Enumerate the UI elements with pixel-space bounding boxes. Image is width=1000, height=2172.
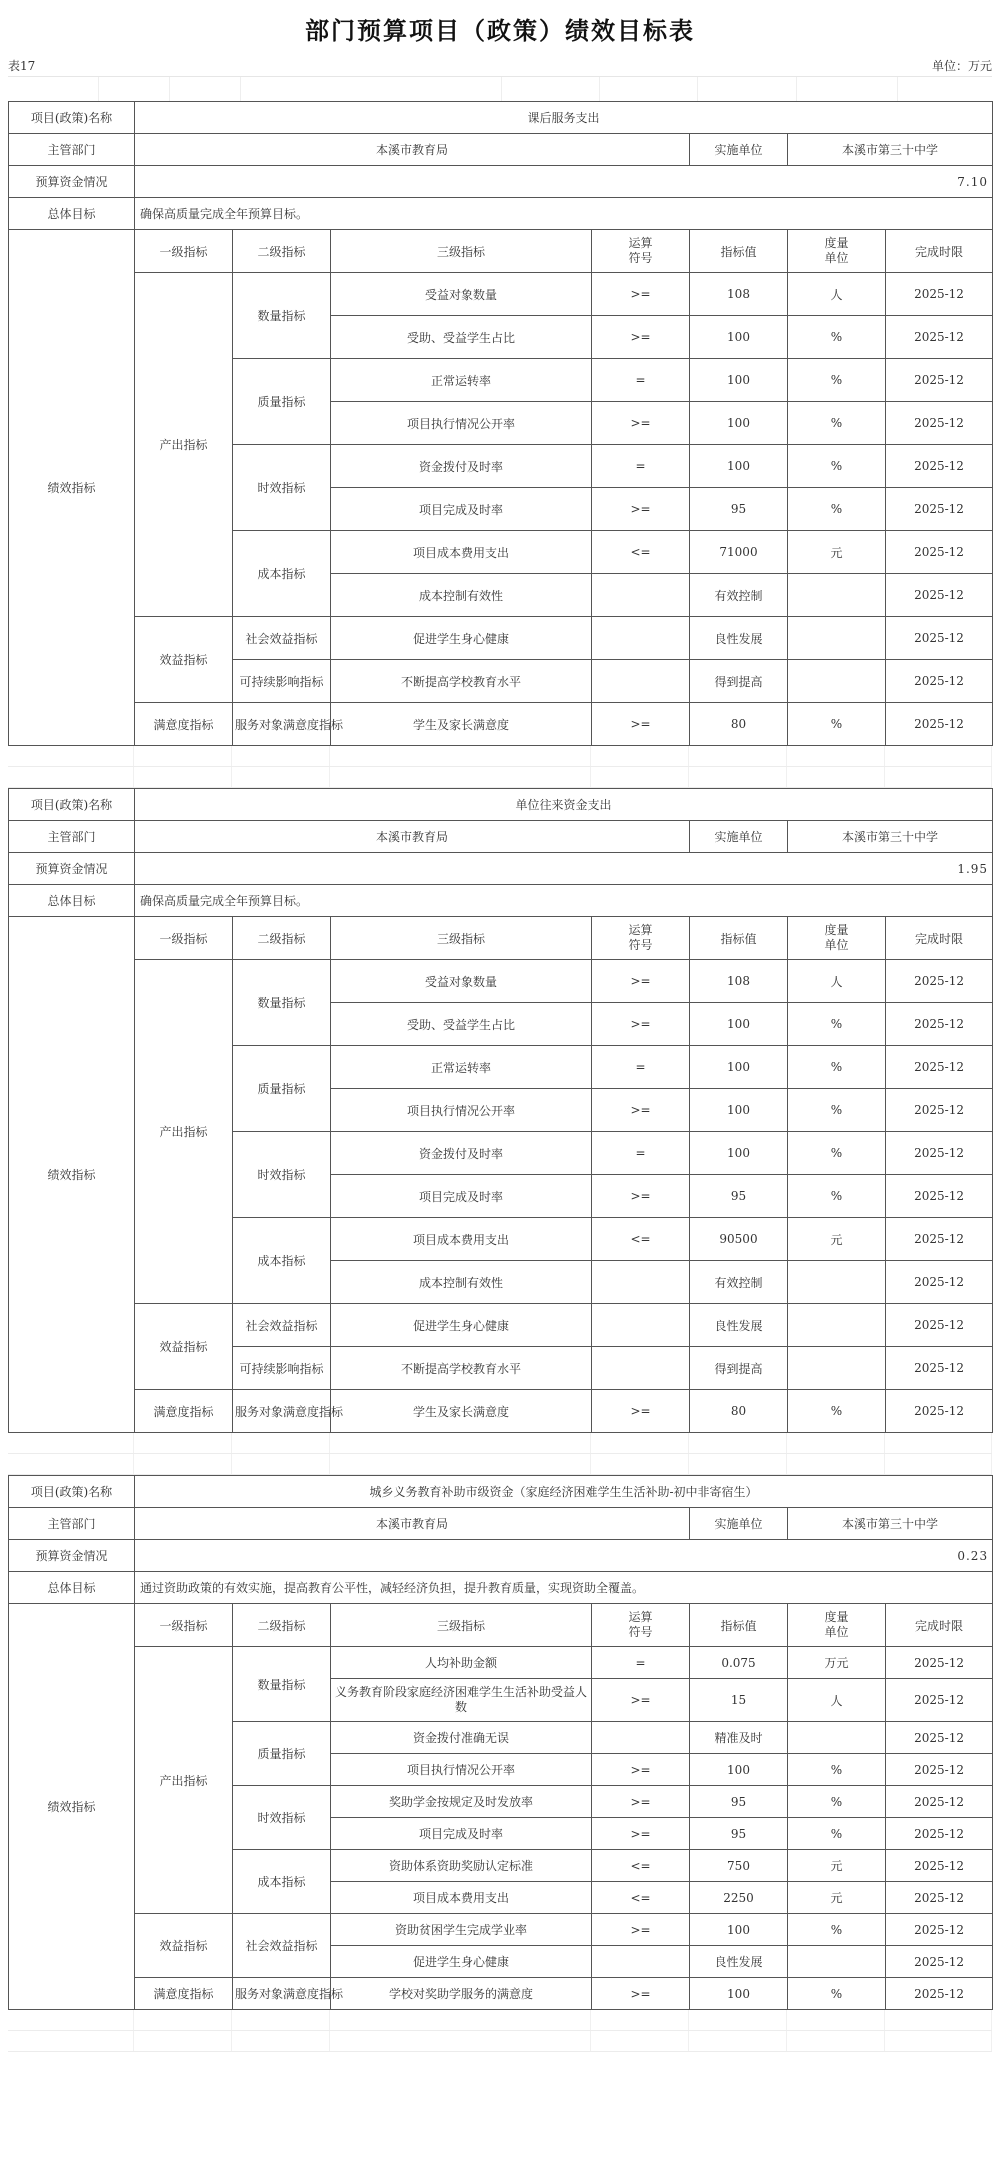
level3-indicator: 受益对象数量 bbox=[331, 273, 592, 316]
impl-unit-value: 本溪市第三十中学 bbox=[788, 821, 993, 853]
level2-indicator: 服务对象满意度指标 bbox=[233, 1390, 331, 1433]
funding-label: 预算资金情况 bbox=[9, 1540, 135, 1572]
target-value-cell: 95 bbox=[690, 1786, 788, 1818]
header-target-value: 指标值 bbox=[690, 230, 788, 273]
overall-goal-label: 总体目标 bbox=[9, 198, 135, 230]
operator-cell: >= bbox=[592, 1003, 690, 1046]
indicator-row bbox=[9, 1304, 993, 1347]
target-value-cell: 100 bbox=[690, 316, 788, 359]
header-level3: 三级指标 bbox=[331, 230, 592, 273]
performance-indicator-label: 绩效指标 bbox=[9, 1604, 135, 2010]
header-measure-unit: 度量 单位 bbox=[788, 1604, 886, 1647]
deadline-cell: 2025-12 bbox=[886, 1003, 993, 1046]
measure-unit-cell: % bbox=[788, 1390, 886, 1433]
overall-goal-label: 总体目标 bbox=[9, 1572, 135, 1604]
indicator-row bbox=[9, 1978, 993, 2010]
header-operator: 运算 符号 bbox=[592, 230, 690, 273]
deadline-cell: 2025-12 bbox=[886, 1754, 993, 1786]
level2-indicator: 成本指标 bbox=[233, 531, 331, 617]
deadline-cell: 2025-12 bbox=[886, 1089, 993, 1132]
measure-unit-cell: % bbox=[788, 1132, 886, 1175]
deadline-cell: 2025-12 bbox=[886, 1390, 993, 1433]
deadline-cell: 2025-12 bbox=[886, 1850, 993, 1882]
header-measure-unit: 度量 单位 bbox=[788, 230, 886, 273]
operator-cell bbox=[592, 660, 690, 703]
level3-indicator: 资金拨付准确无误 bbox=[331, 1722, 592, 1754]
deadline-cell: 2025-12 bbox=[886, 1679, 993, 1722]
target-value-cell: 100 bbox=[690, 1132, 788, 1175]
operator-cell bbox=[592, 617, 690, 660]
deadline-cell: 2025-12 bbox=[886, 1218, 993, 1261]
target-value-cell: 100 bbox=[690, 1754, 788, 1786]
project-name-value: 城乡义务教育补助市级资金（家庭经济困难学生生活补助-初中非寄宿生） bbox=[135, 1476, 993, 1508]
deadline-cell: 2025-12 bbox=[886, 531, 993, 574]
measure-unit-cell: % bbox=[788, 359, 886, 402]
deadline-cell: 2025-12 bbox=[886, 617, 993, 660]
performance-target-table bbox=[8, 101, 993, 746]
deadline-cell: 2025-12 bbox=[886, 359, 993, 402]
level3-indicator: 受助、受益学生占比 bbox=[331, 1003, 592, 1046]
header-level2: 二级指标 bbox=[233, 917, 331, 960]
deadline-cell: 2025-12 bbox=[886, 1046, 993, 1089]
measure-unit-cell: % bbox=[788, 402, 886, 445]
level2-indicator: 数量指标 bbox=[233, 1647, 331, 1722]
target-value-cell: 100 bbox=[690, 445, 788, 488]
level3-indicator: 资金拨付及时率 bbox=[331, 445, 592, 488]
deadline-cell: 2025-12 bbox=[886, 316, 993, 359]
measure-unit-cell: 元 bbox=[788, 531, 886, 574]
level1-indicator: 满意度指标 bbox=[135, 1978, 233, 2010]
target-value-cell: 71000 bbox=[690, 531, 788, 574]
level3-indicator: 成本控制有效性 bbox=[331, 574, 592, 617]
funding-value: 0.23 bbox=[135, 1540, 993, 1572]
level2-indicator: 质量指标 bbox=[233, 1046, 331, 1132]
blank-spacer bbox=[8, 2010, 992, 2052]
header-level3: 三级指标 bbox=[331, 1604, 592, 1647]
operator-cell: >= bbox=[592, 1914, 690, 1946]
level3-indicator: 不断提高学校教育水平 bbox=[331, 1347, 592, 1390]
target-value-cell: 80 bbox=[690, 703, 788, 746]
measure-unit-cell bbox=[788, 617, 886, 660]
level1-indicator: 满意度指标 bbox=[135, 1390, 233, 1433]
deadline-cell: 2025-12 bbox=[886, 445, 993, 488]
level2-indicator: 数量指标 bbox=[233, 273, 331, 359]
measure-unit-cell: % bbox=[788, 445, 886, 488]
measure-unit-cell: % bbox=[788, 1754, 886, 1786]
level3-indicator: 学生及家长满意度 bbox=[331, 703, 592, 746]
operator-cell: = bbox=[592, 1647, 690, 1679]
operator-cell: <= bbox=[592, 531, 690, 574]
level3-indicator: 人均补助金额 bbox=[331, 1647, 592, 1679]
indicator-row bbox=[9, 703, 993, 746]
level2-indicator: 社会效益指标 bbox=[233, 617, 331, 660]
level2-indicator: 成本指标 bbox=[233, 1218, 331, 1304]
blank-spacer bbox=[8, 746, 992, 788]
level3-indicator: 项目执行情况公开率 bbox=[331, 402, 592, 445]
deadline-cell: 2025-12 bbox=[886, 1722, 993, 1754]
measure-unit-cell: % bbox=[788, 1089, 886, 1132]
measure-unit-cell: % bbox=[788, 1003, 886, 1046]
level3-indicator: 正常运转率 bbox=[331, 359, 592, 402]
measure-unit-cell: % bbox=[788, 316, 886, 359]
operator-cell: >= bbox=[592, 703, 690, 746]
indicator-row bbox=[9, 1914, 993, 1946]
funding-value: 7.10 bbox=[135, 166, 993, 198]
measure-unit-cell bbox=[788, 1946, 886, 1978]
performance-indicator-label: 绩效指标 bbox=[9, 230, 135, 746]
deadline-cell: 2025-12 bbox=[886, 1304, 993, 1347]
level1-indicator: 产出指标 bbox=[135, 273, 233, 617]
level1-indicator: 效益指标 bbox=[135, 617, 233, 703]
operator-cell: >= bbox=[592, 1978, 690, 2010]
deadline-cell: 2025-12 bbox=[886, 1647, 993, 1679]
dept-value: 本溪市教育局 bbox=[135, 134, 690, 166]
deadline-cell: 2025-12 bbox=[886, 1175, 993, 1218]
impl-unit-value: 本溪市第三十中学 bbox=[788, 1508, 993, 1540]
measure-unit-cell: % bbox=[788, 1046, 886, 1089]
operator-cell: = bbox=[592, 1046, 690, 1089]
header-deadline: 完成时限 bbox=[886, 230, 993, 273]
impl-unit-value: 本溪市第三十中学 bbox=[788, 134, 993, 166]
header-operator: 运算 符号 bbox=[592, 917, 690, 960]
level2-indicator: 可持续影响指标 bbox=[233, 1347, 331, 1390]
deadline-cell: 2025-12 bbox=[886, 1347, 993, 1390]
funding-label: 预算资金情况 bbox=[9, 853, 135, 885]
level1-indicator: 满意度指标 bbox=[135, 703, 233, 746]
overall-goal-value: 通过资助政策的有效实施，提高教育公平性，减轻经济负担，提升教育质量，实现资助全覆盖。 bbox=[135, 1572, 993, 1604]
level2-indicator: 社会效益指标 bbox=[233, 1304, 331, 1347]
level3-indicator: 奖助学金按规定及时发放率 bbox=[331, 1786, 592, 1818]
measure-unit-cell: 人 bbox=[788, 273, 886, 316]
page-title: 部门预算项目（政策）绩效目标表 bbox=[305, 16, 695, 45]
unit-label: 单位：万元 bbox=[931, 59, 992, 73]
performance-target-table bbox=[8, 788, 993, 1433]
operator-cell: <= bbox=[592, 1850, 690, 1882]
target-value-cell: 良性发展 bbox=[690, 1304, 788, 1347]
level2-indicator: 服务对象满意度指标 bbox=[233, 1978, 331, 2010]
operator-cell: = bbox=[592, 1132, 690, 1175]
level3-indicator: 项目执行情况公开率 bbox=[331, 1754, 592, 1786]
project-name-value: 课后服务支出 bbox=[135, 102, 993, 134]
target-value-cell: 90500 bbox=[690, 1218, 788, 1261]
target-value-cell: 108 bbox=[690, 273, 788, 316]
header-deadline: 完成时限 bbox=[886, 917, 993, 960]
level1-indicator: 效益指标 bbox=[135, 1914, 233, 1978]
impl-unit-label: 实施单位 bbox=[690, 134, 788, 166]
deadline-cell: 2025-12 bbox=[886, 1786, 993, 1818]
deadline-cell: 2025-12 bbox=[886, 1978, 993, 2010]
header-target-value: 指标值 bbox=[690, 1604, 788, 1647]
blank-row bbox=[8, 76, 992, 101]
measure-unit-cell: % bbox=[788, 1175, 886, 1218]
deadline-cell: 2025-12 bbox=[886, 574, 993, 617]
operator-cell bbox=[592, 1946, 690, 1978]
target-value-cell: 750 bbox=[690, 1850, 788, 1882]
funding-label: 预算资金情况 bbox=[9, 166, 135, 198]
deadline-cell: 2025-12 bbox=[886, 1882, 993, 1914]
header-target-value: 指标值 bbox=[690, 917, 788, 960]
operator-cell: >= bbox=[592, 273, 690, 316]
target-value-cell: 95 bbox=[690, 1175, 788, 1218]
deadline-cell: 2025-12 bbox=[886, 660, 993, 703]
measure-unit-cell: 人 bbox=[788, 960, 886, 1003]
target-value-cell: 80 bbox=[690, 1390, 788, 1433]
measure-unit-cell bbox=[788, 1347, 886, 1390]
dept-value: 本溪市教育局 bbox=[135, 1508, 690, 1540]
overall-goal-label: 总体目标 bbox=[9, 885, 135, 917]
level2-indicator: 质量指标 bbox=[233, 359, 331, 445]
performance-indicator-label: 绩效指标 bbox=[9, 917, 135, 1433]
level2-indicator: 成本指标 bbox=[233, 1850, 331, 1914]
project-name-label: 项目(政策)名称 bbox=[9, 1476, 135, 1508]
measure-unit-cell bbox=[788, 1304, 886, 1347]
indicator-row bbox=[9, 273, 993, 316]
impl-unit-label: 实施单位 bbox=[690, 821, 788, 853]
measure-unit-cell: 元 bbox=[788, 1218, 886, 1261]
target-value-cell: 100 bbox=[690, 1914, 788, 1946]
measure-unit-cell: % bbox=[788, 1786, 886, 1818]
header-level2: 二级指标 bbox=[233, 230, 331, 273]
dept-label: 主管部门 bbox=[9, 134, 135, 166]
level3-indicator: 资助贫困学生完成学业率 bbox=[331, 1914, 592, 1946]
operator-cell: = bbox=[592, 445, 690, 488]
target-value-cell: 得到提高 bbox=[690, 660, 788, 703]
header-level2: 二级指标 bbox=[233, 1604, 331, 1647]
project-name-value: 单位往来资金支出 bbox=[135, 789, 993, 821]
level3-indicator: 促进学生身心健康 bbox=[331, 617, 592, 660]
overall-goal-value: 确保高质量完成全年预算目标。 bbox=[135, 198, 993, 230]
level3-indicator: 项目成本费用支出 bbox=[331, 1882, 592, 1914]
project-name-label: 项目(政策)名称 bbox=[9, 102, 135, 134]
measure-unit-cell: % bbox=[788, 1978, 886, 2010]
target-value-cell: 得到提高 bbox=[690, 1347, 788, 1390]
level2-indicator: 社会效益指标 bbox=[233, 1914, 331, 1978]
table-number: 表17 bbox=[8, 59, 36, 73]
level3-indicator: 项目执行情况公开率 bbox=[331, 1089, 592, 1132]
level2-indicator: 质量指标 bbox=[233, 1722, 331, 1786]
target-value-cell: 95 bbox=[690, 1818, 788, 1850]
level3-indicator: 不断提高学校教育水平 bbox=[331, 660, 592, 703]
operator-cell: >= bbox=[592, 1754, 690, 1786]
target-value-cell: 95 bbox=[690, 488, 788, 531]
level3-indicator: 项目完成及时率 bbox=[331, 1175, 592, 1218]
level3-indicator: 正常运转率 bbox=[331, 1046, 592, 1089]
performance-target-table bbox=[8, 1475, 993, 2010]
deadline-cell: 2025-12 bbox=[886, 1946, 993, 1978]
operator-cell: = bbox=[592, 359, 690, 402]
deadline-cell: 2025-12 bbox=[886, 960, 993, 1003]
measure-unit-cell: % bbox=[788, 703, 886, 746]
level3-indicator: 受益对象数量 bbox=[331, 960, 592, 1003]
level3-indicator: 成本控制有效性 bbox=[331, 1261, 592, 1304]
header-deadline: 完成时限 bbox=[886, 1604, 993, 1647]
level3-indicator: 项目成本费用支出 bbox=[331, 531, 592, 574]
blank-spacer bbox=[8, 1433, 992, 1475]
measure-unit-cell: 元 bbox=[788, 1882, 886, 1914]
level2-indicator: 可持续影响指标 bbox=[233, 660, 331, 703]
header-level3: 三级指标 bbox=[331, 917, 592, 960]
level2-indicator: 时效指标 bbox=[233, 445, 331, 531]
project-name-label: 项目(政策)名称 bbox=[9, 789, 135, 821]
header-operator: 运算 符号 bbox=[592, 1604, 690, 1647]
target-value-cell: 0.075 bbox=[690, 1647, 788, 1679]
target-value-cell: 100 bbox=[690, 402, 788, 445]
operator-cell bbox=[592, 574, 690, 617]
deadline-cell: 2025-12 bbox=[886, 1914, 993, 1946]
indicator-row bbox=[9, 617, 993, 660]
level3-indicator: 资助体系资助奖励认定标准 bbox=[331, 1850, 592, 1882]
operator-cell bbox=[592, 1261, 690, 1304]
operator-cell: >= bbox=[592, 316, 690, 359]
operator-cell: >= bbox=[592, 402, 690, 445]
operator-cell bbox=[592, 1347, 690, 1390]
table-subheader bbox=[8, 52, 992, 76]
target-value-cell: 15 bbox=[690, 1679, 788, 1722]
dept-value: 本溪市教育局 bbox=[135, 821, 690, 853]
indicator-row bbox=[9, 1390, 993, 1433]
overall-goal-value: 确保高质量完成全年预算目标。 bbox=[135, 885, 993, 917]
dept-label: 主管部门 bbox=[9, 1508, 135, 1540]
impl-unit-label: 实施单位 bbox=[690, 1508, 788, 1540]
target-value-cell: 良性发展 bbox=[690, 617, 788, 660]
operator-cell bbox=[592, 1722, 690, 1754]
level2-indicator: 时效指标 bbox=[233, 1132, 331, 1218]
level1-indicator: 效益指标 bbox=[135, 1304, 233, 1390]
level1-indicator: 产出指标 bbox=[135, 960, 233, 1304]
operator-cell: <= bbox=[592, 1218, 690, 1261]
measure-unit-cell bbox=[788, 1722, 886, 1754]
target-value-cell: 良性发展 bbox=[690, 1946, 788, 1978]
level3-indicator: 资金拨付及时率 bbox=[331, 1132, 592, 1175]
level3-indicator: 受助、受益学生占比 bbox=[331, 316, 592, 359]
measure-unit-cell: % bbox=[788, 1818, 886, 1850]
level3-indicator: 项目完成及时率 bbox=[331, 488, 592, 531]
measure-unit-cell bbox=[788, 1261, 886, 1304]
deadline-cell: 2025-12 bbox=[886, 273, 993, 316]
deadline-cell: 2025-12 bbox=[886, 488, 993, 531]
header-level1: 一级指标 bbox=[135, 1604, 233, 1647]
indicator-row bbox=[9, 960, 993, 1003]
header-measure-unit: 度量 单位 bbox=[788, 917, 886, 960]
level3-indicator: 学校对奖助学服务的满意度 bbox=[331, 1978, 592, 2010]
header-level1: 一级指标 bbox=[135, 230, 233, 273]
operator-cell: >= bbox=[592, 488, 690, 531]
level3-indicator: 促进学生身心健康 bbox=[331, 1946, 592, 1978]
level2-indicator: 服务对象满意度指标 bbox=[233, 703, 331, 746]
measure-unit-cell: 人 bbox=[788, 1679, 886, 1722]
measure-unit-cell: % bbox=[788, 1914, 886, 1946]
document-page bbox=[8, 0, 992, 2052]
operator-cell: <= bbox=[592, 1882, 690, 1914]
operator-cell bbox=[592, 1304, 690, 1347]
measure-unit-cell bbox=[788, 660, 886, 703]
deadline-cell: 2025-12 bbox=[886, 1261, 993, 1304]
level3-indicator: 项目成本费用支出 bbox=[331, 1218, 592, 1261]
measure-unit-cell: 元 bbox=[788, 1850, 886, 1882]
target-tables bbox=[8, 101, 992, 2052]
target-value-cell: 108 bbox=[690, 960, 788, 1003]
measure-unit-cell bbox=[788, 574, 886, 617]
deadline-cell: 2025-12 bbox=[886, 402, 993, 445]
funding-value: 1.95 bbox=[135, 853, 993, 885]
level1-indicator: 产出指标 bbox=[135, 1647, 233, 1914]
deadline-cell: 2025-12 bbox=[886, 1818, 993, 1850]
operator-cell: >= bbox=[592, 1390, 690, 1433]
measure-unit-cell: % bbox=[788, 488, 886, 531]
target-value-cell: 精准及时 bbox=[690, 1722, 788, 1754]
operator-cell: >= bbox=[592, 1175, 690, 1218]
level3-indicator: 义务教育阶段家庭经济困难学生生活补助受益人数 bbox=[331, 1679, 592, 1722]
dept-label: 主管部门 bbox=[9, 821, 135, 853]
target-value-cell: 100 bbox=[690, 359, 788, 402]
level3-indicator: 学生及家长满意度 bbox=[331, 1390, 592, 1433]
operator-cell: >= bbox=[592, 1818, 690, 1850]
level3-indicator: 促进学生身心健康 bbox=[331, 1304, 592, 1347]
target-value-cell: 100 bbox=[690, 1978, 788, 2010]
measure-unit-cell: 万元 bbox=[788, 1647, 886, 1679]
deadline-cell: 2025-12 bbox=[886, 1132, 993, 1175]
target-value-cell: 100 bbox=[690, 1089, 788, 1132]
target-value-cell: 有效控制 bbox=[690, 1261, 788, 1304]
deadline-cell: 2025-12 bbox=[886, 703, 993, 746]
target-value-cell: 100 bbox=[690, 1003, 788, 1046]
operator-cell: >= bbox=[592, 960, 690, 1003]
target-value-cell: 100 bbox=[690, 1046, 788, 1089]
operator-cell: >= bbox=[592, 1089, 690, 1132]
target-value-cell: 2250 bbox=[690, 1882, 788, 1914]
header-level1: 一级指标 bbox=[135, 917, 233, 960]
indicator-row bbox=[9, 1647, 993, 1679]
level3-indicator: 项目完成及时率 bbox=[331, 1818, 592, 1850]
operator-cell: >= bbox=[592, 1679, 690, 1722]
operator-cell: >= bbox=[592, 1786, 690, 1818]
target-value-cell: 有效控制 bbox=[690, 574, 788, 617]
level2-indicator: 数量指标 bbox=[233, 960, 331, 1046]
level2-indicator: 时效指标 bbox=[233, 1786, 331, 1850]
